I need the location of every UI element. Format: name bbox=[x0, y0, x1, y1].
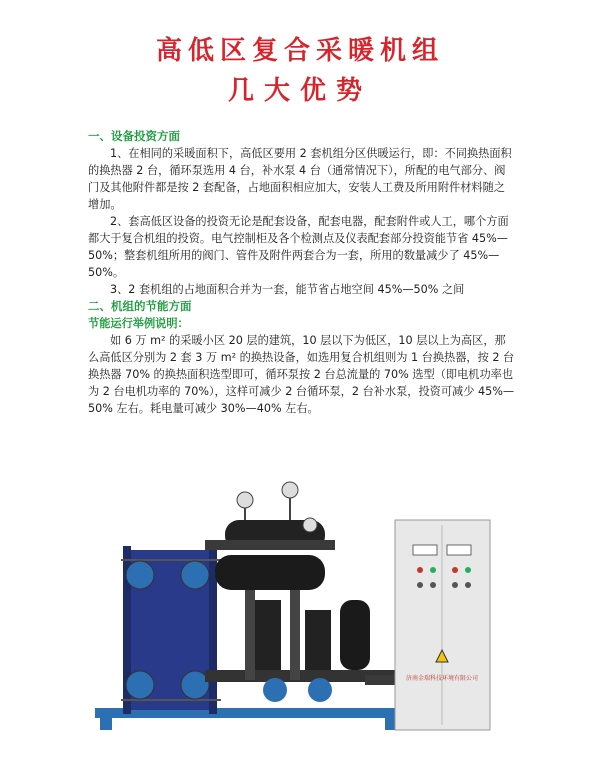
expansion-tank bbox=[340, 600, 370, 670]
cabinet-label: 济南金瑞科技环境有限公司 bbox=[405, 675, 479, 682]
section-heading-investment: 一、设备投资方面 bbox=[88, 129, 180, 143]
heating-unit-illustration bbox=[95, 470, 515, 750]
page-title: 高低区复合采暖机组 bbox=[155, 36, 444, 66]
pump bbox=[305, 610, 331, 670]
paragraph: 1、在相同的采暖面积下，高低区要用 2 套机组分区供暖运行，即：不同换热面积的换热器 2 台，循环泵选用 4 台，补水泵 4 台（通常情况下），所配的电气部分、阀门及其他附件都是按 2 套配备，占地面积相应加大，安装人工费及所用附件材料随之增加。 bbox=[88, 147, 512, 211]
heating-unit-photo bbox=[95, 470, 515, 750]
section-subheading: 节能运行举例说明： bbox=[88, 317, 189, 330]
article-body bbox=[88, 128, 516, 417]
paragraph: 如 6 万 m² 的采暖小区 20 层的建筑，10 层以下为低区，10 层以上为高区，那么高低区分别为 2 套 3 万 m² 的换热设备，如选用复合机组则为 1 台换热器，按 2 台换热器 70% 的换热面积选型即可，循环泵按 2 台总流量的 70% 选型（即电机功率也为 2 台电机功率的 70%），这样可减少 2 台循环泵，2 台补水泵，投资可减少 45%—50% 左右。耗电量可减少 30%—40% 左右。 bbox=[88, 334, 515, 415]
section-heading-energy: 二、机组的节能方面 bbox=[88, 299, 192, 313]
page-subtitle: 几大优势 bbox=[227, 76, 372, 106]
paragraph: 3、2 套机组的占地面积合并为一套，能节省占地空间 45%—50% 之间 bbox=[110, 283, 465, 296]
paragraph: 2、套高低区设备的投资无论是配套设备，配套电器，配套附件或人工，哪个方面都大于复合机组的投资。电气控制柜及各个检测点及仪表配套部分投资能节省 45%—50%；整套机组所用的阀门、管件及附件两套合为一套，所用的数量减少了 45%—50%。 bbox=[88, 215, 509, 279]
lower-tank bbox=[215, 555, 325, 590]
pump bbox=[255, 600, 281, 670]
